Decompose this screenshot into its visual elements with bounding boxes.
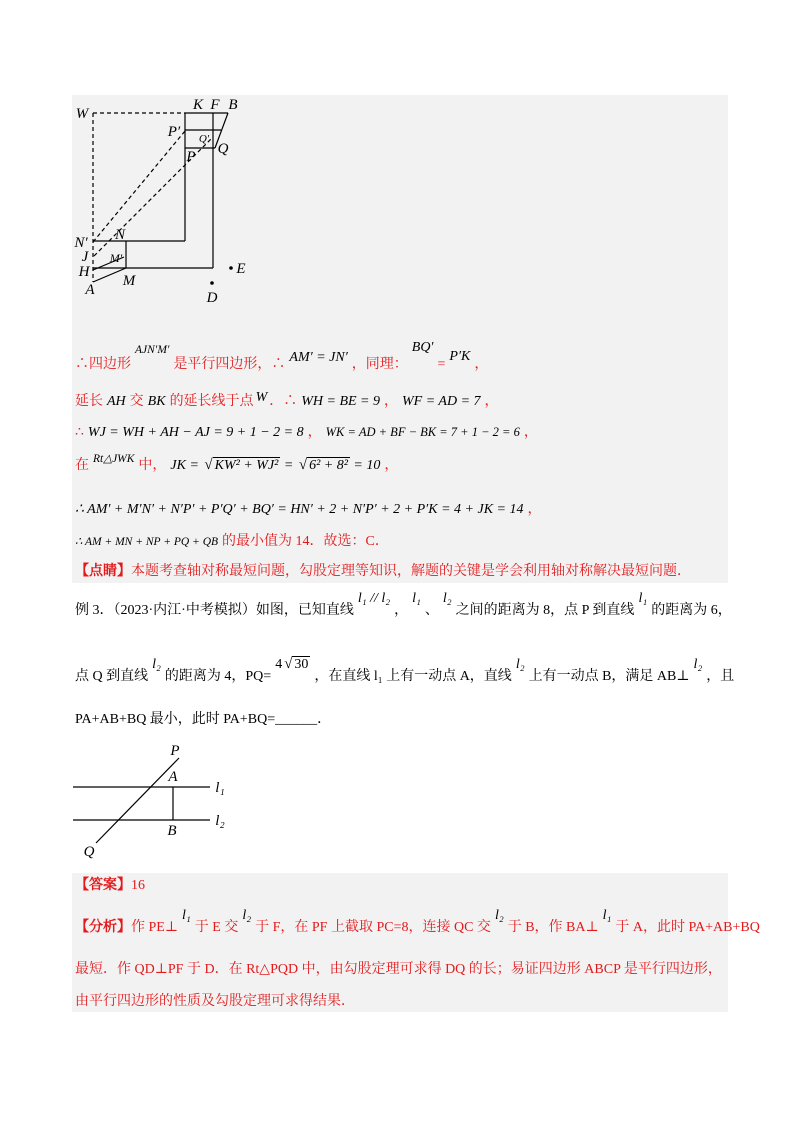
example-text: 、 <box>424 603 439 618</box>
label-f: F <box>210 97 220 113</box>
example-text: 点 Q 到直线 <box>75 669 149 684</box>
formula-jk <box>170 458 380 473</box>
example-line-2 <box>75 656 735 686</box>
example-line-1 <box>75 591 732 621</box>
formula-am-jn: AM′ = JN′ <box>289 350 348 365</box>
formula-wh: WH = BE = 9 <box>301 394 381 409</box>
analysis-tag: 【分析】 <box>75 920 131 935</box>
formula-triangle: Rt△JWK <box>93 453 135 465</box>
radicand: KW² + WJ² <box>214 458 279 473</box>
label-a: A <box>85 282 95 298</box>
formula-l2: l₂ <box>152 657 161 672</box>
solution-text: ， <box>523 425 538 440</box>
formula-path: ∴ AM + MN + NP + PQ + QB <box>75 536 219 548</box>
remark-text: 本题考查轴对称最短问题，勾股定理等知识，解题的关键是学会利用轴对称解决最短问题． <box>131 564 691 579</box>
solution-text: 中， <box>138 458 167 473</box>
label-h: H <box>78 264 90 280</box>
formula-w: W <box>255 390 268 405</box>
solution-line-1 <box>75 340 489 375</box>
analysis-text: 于 F，在 PF 上截取 PC=8，连接 QC 交 <box>255 920 491 935</box>
solution-line-5 <box>75 500 541 520</box>
formula-text: = <box>283 458 294 473</box>
label-w: W <box>75 106 89 122</box>
solution-line-3 <box>75 422 538 442</box>
label-b: B <box>167 823 177 839</box>
formula-pq-value <box>275 657 310 672</box>
remark-line <box>75 562 691 582</box>
label-q-prime: Q′ <box>198 133 210 145</box>
label-q: Q <box>217 141 229 157</box>
example-line-3 <box>75 710 331 730</box>
label-d: D <box>206 290 218 306</box>
label-k: K <box>192 97 204 113</box>
solution-text: ．∴ <box>269 394 298 409</box>
formula-wj: WJ = WH + AH − AJ = 9 + 1 − 2 = 8 <box>87 425 304 440</box>
analysis-line-1 <box>75 908 760 938</box>
solution-text: ， <box>384 394 399 409</box>
label-p-prime: P′ <box>167 124 181 140</box>
formula-wk: WK = AD + BF − BK = 7 + 1 − 2 = 6 <box>325 425 520 439</box>
solution-text: 是平行四边形，∴ <box>173 357 286 372</box>
formula-l2: l₂ <box>242 908 252 923</box>
formula-sum: ∴ AM′ + M′N′ + N′P′ + P′Q′ + BQ′ = HN′ + 2 + N′P′ + 2 + P′K = 4 + JK = 14 <box>75 502 524 517</box>
answer-value: 16 <box>131 878 145 893</box>
solution-text: ， <box>484 394 499 409</box>
label-e: E <box>236 261 246 277</box>
sqrt-sign: √ <box>284 656 293 672</box>
label-p: P <box>170 743 180 759</box>
formula-l1: l₁ <box>182 908 191 923</box>
analysis-text: 于 E 交 <box>194 920 239 935</box>
segment-a-m <box>93 268 126 282</box>
sqrt-sign: √ <box>298 457 308 473</box>
solution-text: ，同理： <box>351 357 408 372</box>
label-l1: l₁ <box>215 780 225 796</box>
example-text: ，且 <box>706 669 735 684</box>
solution-text: 在 <box>75 458 89 473</box>
formula-l1: l₁ <box>638 591 648 606</box>
answer-line <box>75 876 145 896</box>
remark-tag: 【点睛】 <box>75 564 131 579</box>
point-d-dot <box>210 281 214 285</box>
formula-ah: AH <box>107 394 126 409</box>
analysis-line-3: 由平行四边形的性质及勾股定理可求得结果． <box>75 994 355 1009</box>
analysis-text: 作 PE⊥ <box>131 920 179 935</box>
formula-l2: l₂ <box>693 657 703 672</box>
radicand: 30 <box>294 657 309 672</box>
formula-text: = 10 <box>353 458 381 473</box>
example-text: ，在直线 l₁ 上有一动点 A，直线 <box>314 669 512 684</box>
geometry-figure-1 <box>0 0 300 310</box>
solution-text: ， <box>307 425 322 440</box>
label-n: N <box>114 227 126 243</box>
radicand: 6² + 8² <box>309 458 348 473</box>
label-m-prime: M′ <box>109 251 123 265</box>
point-e-dot <box>229 266 233 270</box>
solution-text: 的延长线于点 <box>169 394 254 409</box>
formula-parallelogram: AJN′M′ <box>135 344 170 356</box>
solution-text: ， <box>474 357 489 372</box>
formula-bk: BK <box>147 394 166 409</box>
formula-coefficient: 4 <box>275 657 283 672</box>
formula-pk: P′K <box>449 349 471 364</box>
example-text: ． <box>317 712 332 727</box>
answer-tag: 【答案】 <box>75 878 131 893</box>
solution-text: ∴ <box>75 425 84 440</box>
analysis-line-2: 最短．作 QD⊥PF 于 D．在 Rt△PQD 中，由勾股定理可求得 DQ 的长；易证四边形 ABCP 是平行四边形， <box>75 962 722 977</box>
label-n-prime: N′ <box>74 235 88 251</box>
solution-line-6 <box>75 532 389 552</box>
solution-text: ， <box>384 458 399 473</box>
formula-parallel-lines: l₁ // l₂ <box>357 591 391 606</box>
example-text: 的距离为 6， <box>651 603 732 618</box>
analysis-text: 于 B，作 BA⊥ <box>507 920 599 935</box>
label-a: A <box>168 769 178 785</box>
example-text: ， <box>394 603 409 618</box>
label-l2: l₂ <box>215 813 225 829</box>
label-m: M <box>122 273 136 289</box>
solution-text: ∴四边形 <box>75 357 131 372</box>
label-b: B <box>228 97 238 113</box>
formula-l2: l₂ <box>442 591 452 606</box>
solution-line-4 <box>75 455 398 475</box>
label-j: J <box>81 249 89 265</box>
example-text: 例 3．（2023·内江·中考模拟）如图，已知直线 <box>75 603 354 618</box>
dashed-segment-n-p <box>93 131 185 242</box>
formula-bq: BQ′ <box>411 340 434 355</box>
example-text: 之间的距离为 8，点 P 到直线 <box>455 603 635 618</box>
formula-text: JK = <box>170 458 199 473</box>
solution-text: 延长 <box>75 394 103 409</box>
solution-text: 的最小值为 14．故选：C． <box>222 534 389 549</box>
example-text: PA+AB+BQ 最小，此时 PA+BQ= <box>75 712 276 727</box>
solution-text: 交 <box>129 394 144 409</box>
example-text: 的距离为 4，PQ= <box>164 669 272 684</box>
solution-line-2 <box>75 392 499 412</box>
solution-text: = <box>437 357 446 372</box>
example-text: 上有一动点 B，满足 AB⊥ <box>528 669 690 684</box>
formula-wf: WF = AD = 7 <box>402 394 481 409</box>
solution-text: ， <box>527 502 542 517</box>
label-p: P <box>186 149 196 165</box>
answer-blank: ______ <box>275 712 318 727</box>
label-q: Q <box>83 844 95 860</box>
formula-l1: l₁ <box>412 591 421 606</box>
analysis-text: 于 A，此时 PA+AB+BQ <box>615 920 760 935</box>
formula-l2: l₂ <box>494 908 504 923</box>
sqrt-sign: √ <box>204 457 213 473</box>
formula-l2: l₂ <box>515 657 525 672</box>
parallel-lines-figure <box>0 730 260 860</box>
formula-l1: l₁ <box>602 908 612 923</box>
